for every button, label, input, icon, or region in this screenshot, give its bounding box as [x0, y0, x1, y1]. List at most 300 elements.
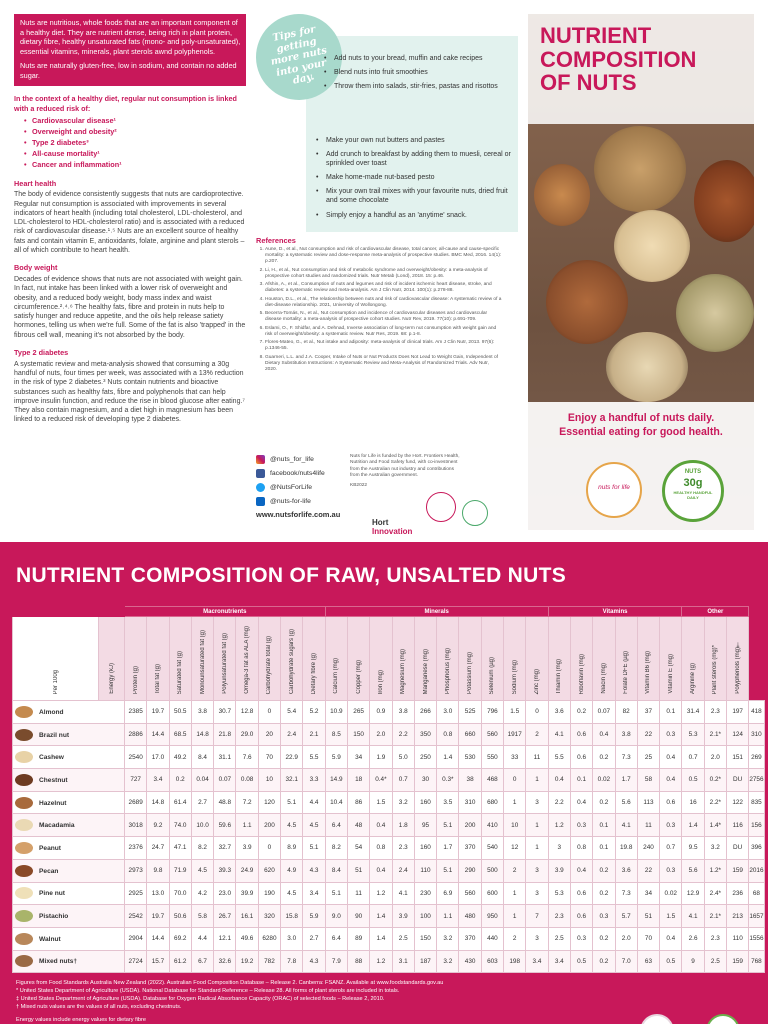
- table-cell: 3.5: [437, 791, 459, 814]
- table-cell: 4.1: [392, 882, 414, 905]
- table-cell: 50.6: [169, 905, 191, 928]
- table-cell: 38: [459, 769, 481, 792]
- table-cell: 0.6: [570, 882, 592, 905]
- instagram-link[interactable]: @nuts_for_life: [256, 454, 376, 464]
- reference-item: 1. Aune, D., et al., Nut consumption and risk of cardiovascular disease, total cancer, all-cause and cause-specific mortality: a systematic review and dose-response meta-analysis of prospective studies. BMC Med, 2016. 14(1): p.207.: [265, 247, 502, 266]
- table-cell: 4.1: [682, 905, 704, 928]
- column-header: Plant sterols (mg)*: [704, 617, 726, 701]
- table-cell: 3.4: [548, 950, 570, 973]
- table-cell: 3018: [125, 814, 147, 837]
- table-cell: 0.4: [548, 769, 570, 792]
- table-cell: 7: [526, 905, 548, 928]
- table-cell: 151: [727, 746, 749, 769]
- table-cell: 110: [414, 859, 436, 882]
- table-cell: 11: [526, 746, 548, 769]
- table-cell: 0.07: [593, 701, 615, 724]
- table-cell: 5.6: [615, 791, 637, 814]
- table-cell: 187: [414, 950, 436, 973]
- table-cell: 5.4: [281, 701, 303, 724]
- table-cell: 22.9: [281, 746, 303, 769]
- twitter-icon: [256, 483, 265, 492]
- table-cell: 4.1: [548, 723, 570, 746]
- table-cell: 0.4*: [370, 769, 392, 792]
- table-cell: 9.0: [325, 905, 347, 928]
- column-header: Magnesium (mg): [392, 617, 414, 701]
- table-cell: 61.4: [169, 791, 191, 814]
- table-cell: 0.4: [660, 746, 682, 769]
- table-cell: 122: [727, 791, 749, 814]
- column-header: Energy (kJ): [99, 617, 125, 701]
- table-row: [13, 746, 765, 769]
- table-cell: 430: [459, 950, 481, 973]
- table-cell: 1.8: [392, 814, 414, 837]
- table-cell: 370: [459, 837, 481, 860]
- table-cell: 51: [637, 905, 659, 928]
- table-cell: 4.5: [191, 859, 213, 882]
- tip-item: • Mix your own trail mixes with your favourite nuts, dried fruit and some chocolate: [316, 187, 514, 205]
- table-cell: 33: [504, 746, 526, 769]
- table-cell: 0.2: [593, 791, 615, 814]
- table-cell: 2385: [125, 701, 147, 724]
- table-cell: 3.9: [548, 859, 570, 882]
- references: [256, 236, 502, 375]
- nutrient-table: [12, 606, 765, 973]
- table-cell: 12.1: [214, 927, 236, 950]
- table-cell: 2.0: [370, 723, 392, 746]
- table-cell: 0.2: [593, 927, 615, 950]
- risk-item: • Cancer and inflammation¹: [24, 160, 246, 171]
- table-cell: 550: [481, 746, 503, 769]
- pecan-bowl: [694, 160, 754, 242]
- table-cell: 32.6: [214, 950, 236, 973]
- table-cell: 21.8: [214, 723, 236, 746]
- table-cell: 3.3: [303, 769, 325, 792]
- healthy-handful-seal-bottom: [706, 1014, 740, 1024]
- table-cell: 0.2: [570, 701, 592, 724]
- table-cell: 0.8: [370, 837, 392, 860]
- table-cell: 2.1*: [704, 723, 726, 746]
- table-cell: 0.3: [660, 723, 682, 746]
- table-cell: 5.1: [281, 791, 303, 814]
- table-cell: 6.7: [191, 950, 213, 973]
- table-cell: 5.1: [303, 837, 325, 860]
- table-cell: 560: [481, 723, 503, 746]
- table-cell: 0: [504, 769, 526, 792]
- table-cell: 1.5: [660, 905, 682, 928]
- nut-name-cell: Chestnut: [13, 769, 125, 792]
- table-cell: 530: [459, 746, 481, 769]
- table-cell: 14.9: [325, 769, 347, 792]
- column-header: Manganese (mg): [414, 617, 436, 701]
- table-cell: 1556: [749, 927, 764, 950]
- per-100g-label: Per 100g: [13, 617, 99, 701]
- table-cell: 70.0: [169, 882, 191, 905]
- table-cell: 10.0: [191, 814, 213, 837]
- table-cell: 200: [459, 814, 481, 837]
- table-cell: 54: [347, 837, 369, 860]
- table-cell: 5.6: [682, 859, 704, 882]
- table-cell: 2.2*: [704, 791, 726, 814]
- hazelnut-bowl: [546, 260, 628, 344]
- table-cell: 13.0: [147, 882, 169, 905]
- table-cell: 768: [749, 950, 764, 973]
- table-row: [13, 791, 765, 814]
- table-cell: 10.9: [325, 701, 347, 724]
- table-cell: 4.5: [281, 814, 303, 837]
- table-cell: 4.3: [303, 859, 325, 882]
- table-cell: 50.5: [169, 701, 191, 724]
- column-header: Arginine (g): [682, 617, 704, 701]
- table-cell: 2973: [125, 859, 147, 882]
- table-cell: 0.1: [593, 837, 615, 860]
- brazil-bowl: [606, 332, 688, 402]
- table-cell: 4.3: [303, 950, 325, 973]
- table-cell: 9.8: [147, 859, 169, 882]
- table-cell: 31.1: [214, 746, 236, 769]
- hort-innovation-logo: Hort Innovation: [372, 518, 413, 536]
- table-cell: 4.2: [191, 882, 213, 905]
- table-cell: 49.6: [236, 927, 258, 950]
- table-cell: 49.2: [169, 746, 191, 769]
- column-header: Copper (mg): [347, 617, 369, 701]
- table-cell: 59.6: [214, 814, 236, 837]
- tips-bubble-text: Tips for getting more nuts into your day.: [269, 24, 329, 87]
- table-cell: DU: [727, 837, 749, 860]
- table-cell: 124: [727, 723, 749, 746]
- table-cell: 310: [459, 791, 481, 814]
- hero-panel: [528, 14, 754, 530]
- table-cell: 5.0: [392, 746, 414, 769]
- table-cell: 2.4: [392, 859, 414, 882]
- funding-note: Nuts for Life is funded by the Hort. Frontiers Health, Nutrition and Food Safety fund, with co-investment from the Australian nut industry and contributions from the Australian government. KB2022: [350, 454, 460, 488]
- nut-name-cell: Almond: [13, 701, 125, 724]
- hero-title: NUTRIENT COMPOSITION OF NUTS: [528, 14, 754, 124]
- table-cell: 0: [526, 701, 548, 724]
- table-row: [13, 882, 765, 905]
- table-cell: 2.7: [303, 927, 325, 950]
- nut-name-cell: Pecan: [13, 859, 125, 882]
- cashew-bowl: [614, 210, 690, 282]
- table-cell: 603: [481, 950, 503, 973]
- table-cell: 10.4: [325, 791, 347, 814]
- website-link[interactable]: www.nutsforlife.com.au: [256, 510, 341, 519]
- column-header: Vitamin E (mg): [660, 617, 682, 701]
- table-cell: 11: [347, 882, 369, 905]
- nuts-for-life-logo: nuts for life: [586, 462, 642, 518]
- table-cell: 796: [481, 701, 503, 724]
- table-cell: 5.1: [325, 882, 347, 905]
- column-header: Phosphorus (mg): [437, 617, 459, 701]
- tip-item: • Simply enjoy a handful as an 'anytime' snack.: [316, 211, 514, 220]
- footnote-energy: Energy values include energy values for dietary fibre: [16, 1017, 146, 1023]
- table-cell: 47.1: [169, 837, 191, 860]
- table-cell: 10: [504, 814, 526, 837]
- table-cell: 230: [414, 882, 436, 905]
- table-cell: 37: [637, 701, 659, 724]
- table-cell: 3: [526, 791, 548, 814]
- tip-item: • Blend nuts into fruit smoothies: [324, 68, 514, 77]
- table-cell: 0.4: [370, 859, 392, 882]
- reference-item: 7. Flores-Mateo, G., et al., Nut intake and adiposity: meta-analysis of clinical trials. Am J Clin Nutr, 2013. 97(6): p.1346-55.: [265, 340, 502, 352]
- table-row: [13, 950, 765, 973]
- table-cell: 39.9: [236, 882, 258, 905]
- footnote: ‡ United States Department of Agriculture (USDA). Database for Oxygen Radical Absorbance Capacity (ORAC) of selected foods – Release 2, 2010.: [16, 996, 385, 1003]
- walnut-bowl: [594, 126, 686, 212]
- table-cell: 12.9: [682, 882, 704, 905]
- table-cell: 160: [414, 791, 436, 814]
- table-cell: 950: [481, 905, 503, 928]
- table-cell: 48: [347, 814, 369, 837]
- healthy-handful-badge: NUTS 30g HEALTHY HANDFUL DAILY: [662, 460, 724, 522]
- heart-health-heading: Heart health: [14, 178, 57, 188]
- table-cell: 5.3: [548, 882, 570, 905]
- table-cell: 3.6: [548, 701, 570, 724]
- table-cell: 1: [504, 791, 526, 814]
- references-heading: References: [256, 236, 296, 245]
- column-header: Carbohydrate sugars (g): [281, 617, 303, 701]
- table-cell: 89: [347, 927, 369, 950]
- table-cell: 19.8: [615, 837, 637, 860]
- table-cell: 82: [615, 701, 637, 724]
- nut-icon: [15, 729, 33, 741]
- table-cell: 61.2: [169, 950, 191, 973]
- table-cell: 63: [637, 950, 659, 973]
- table-cell: 2.2: [392, 723, 414, 746]
- table-cell: 660: [459, 723, 481, 746]
- table-cell: 440: [481, 927, 503, 950]
- table-cell: 12: [504, 837, 526, 860]
- table-cell: 3.4: [526, 950, 548, 973]
- table-cell: 24.9: [236, 859, 258, 882]
- reference-item: 8. Guarneri, L.L. and J.A. Cooper, Intake of Nuts or Nut Products Does Not Lead to Weight Gain, Independent of Dietary Substitution Instructions: A Systematic Review and Meta-Analysis of Randomized Trials. Adv Nutr, 2020.: [265, 355, 502, 374]
- table-cell: 2.3: [704, 701, 726, 724]
- group-minerals: Minerals: [325, 607, 548, 617]
- table-cell: 3.2: [437, 927, 459, 950]
- intro-paragraph-1: Nuts are nutritious, whole foods that are an important component of a healthy diet. They are nutrient dense, being rich in plant protein, dietary fibre, healthy unsaturated fats (mono- and poly-unsaturated), essential vitamins, minerals, plant sterols awnd polyphenols.: [20, 18, 241, 57]
- risk-list: [24, 116, 246, 171]
- table-cell: 266: [414, 701, 436, 724]
- table-cell: 2540: [125, 746, 147, 769]
- table-cell: 680: [481, 791, 503, 814]
- table-cell: 95: [414, 814, 436, 837]
- linkedin-link[interactable]: @nuts-for-life: [256, 496, 376, 506]
- table-cell: 9: [682, 950, 704, 973]
- table-cell: 1.4: [682, 814, 704, 837]
- column-header: Saturated fat (g): [169, 617, 191, 701]
- table-row: [13, 701, 765, 724]
- table-cell: 156: [749, 814, 764, 837]
- healthy-handful-seal: [462, 500, 488, 526]
- nut-icon: [15, 910, 33, 922]
- table-cell: 0.4: [570, 859, 592, 882]
- table-cell: 0.5: [682, 769, 704, 792]
- table-cell: 24.7: [147, 837, 169, 860]
- table-cell: 16: [682, 791, 704, 814]
- table-cell: 3.6: [615, 859, 637, 882]
- table-cell: 0.1: [660, 701, 682, 724]
- table-cell: 8.2: [325, 837, 347, 860]
- table-cell: 2: [526, 723, 548, 746]
- table-cell: 116: [727, 814, 749, 837]
- table-cell: 0.6: [570, 905, 592, 928]
- nuts-for-life-seal: [426, 492, 456, 522]
- table-cell: 17.0: [147, 746, 169, 769]
- reference-item: 2. Li, H., et al., Nut consumption and risk of metabolic syndrome and overweight/obesity: a meta-analysis of prospective cohort studies and randomized trials. Nutr Metab (Lond), 2018. 15: p.46.: [265, 268, 502, 280]
- table-cell: 5.3: [682, 723, 704, 746]
- diabetes-text: A systematic review and meta-analysis showed that consuming a 30g handful of nuts, four times per week, was associated with a 13% reduction in the risk of type 2 diabetes.³ Nuts contain nutrients and bioactive substances such as healthy fats, fibre and polyphenols that can help improve insulin function, and reduce the rise in blood glucose after eating.⁷ They also contain magnesium, and a diet high in magnesium has been linked to a reduced risk of developing type 2 diabetes.: [14, 360, 245, 424]
- table-cell: 2724: [125, 950, 147, 973]
- table-cell: 16.1: [236, 905, 258, 928]
- table-cell: 14.8: [191, 723, 213, 746]
- table-cell: 2376: [125, 837, 147, 860]
- table-cell: 3.2: [704, 837, 726, 860]
- table-cell: 310: [749, 723, 764, 746]
- table-cell: 0.1: [570, 769, 592, 792]
- table-cell: 4.5: [303, 814, 325, 837]
- table-cell: 2: [504, 859, 526, 882]
- table-cell: 2.0: [704, 746, 726, 769]
- table-cell: 2925: [125, 882, 147, 905]
- column-header: Vitamin B6 (mg): [637, 617, 659, 701]
- table-cell: 250: [414, 746, 436, 769]
- table-cell: 160: [414, 837, 436, 860]
- nut-name-cell: Hazelnut: [13, 791, 125, 814]
- table-cell: 159: [727, 950, 749, 973]
- table-cell: 2.3: [704, 927, 726, 950]
- tips-list-b: [316, 136, 514, 225]
- nut-icon: [15, 774, 33, 786]
- table-cell: 110: [727, 927, 749, 950]
- table-cell: 71.9: [169, 859, 191, 882]
- table-cell: 2.6: [682, 927, 704, 950]
- table-cell: 4.5: [281, 882, 303, 905]
- table-cell: 0.4: [593, 723, 615, 746]
- table-cell: 727: [125, 769, 147, 792]
- table-cell: 480: [459, 905, 481, 928]
- table-cell: 197: [727, 701, 749, 724]
- group-other: Other: [682, 607, 749, 617]
- table-cell: 0.7: [660, 837, 682, 860]
- table-cell: 31.4: [682, 701, 704, 724]
- table-cell: 70: [637, 927, 659, 950]
- twitter-link[interactable]: @NutsForLife: [256, 482, 376, 492]
- table-cell: 500: [481, 859, 503, 882]
- table-cell: 236: [727, 882, 749, 905]
- nut-icon: [15, 933, 33, 945]
- table-cell: 0.4: [660, 769, 682, 792]
- table-cell: 30: [414, 769, 436, 792]
- table-cell: 2689: [125, 791, 147, 814]
- table-cell: 0.02: [593, 769, 615, 792]
- body-weight-text: Decades of evidence shows that nuts are not associated with weight gain. In fact, nut intake has been linked with a lower risk of overweight and obesity, and a reduced body weight, body mass index and waist circumference.²˒⁴˒⁶ The healthy fats, fibre and protein in nuts help to satisfy hunger and reduce appetite, and the oils help release satiety hormones, telling us when we're full. Some of the fat is also 'trapped' in the fibrous cell wall, meaning it's not absorbed by the body.: [14, 275, 246, 339]
- column-header: Riboflavin (mg): [570, 617, 592, 701]
- table-cell: 0.4: [660, 927, 682, 950]
- table-cell: 6280: [258, 927, 280, 950]
- table-cell: 782: [258, 950, 280, 973]
- nut-name-cell: Mixed nuts†: [13, 950, 125, 973]
- nut-icon: [15, 797, 33, 809]
- table-row: [13, 814, 765, 837]
- table-row: [13, 837, 765, 860]
- table-cell: 14.8: [147, 791, 169, 814]
- table-cell: 2.5: [392, 927, 414, 950]
- table-cell: 290: [459, 859, 481, 882]
- table-cell: 198: [504, 950, 526, 973]
- column-header: Monounsaturated fat (g): [191, 617, 213, 701]
- table-cell: 320: [258, 905, 280, 928]
- table-row: [13, 723, 765, 746]
- table-cell: 2.5: [704, 950, 726, 973]
- table-cell: 3.8: [392, 701, 414, 724]
- table-cell: 0.3: [570, 927, 592, 950]
- table-cell: 69.2: [169, 927, 191, 950]
- tip-item: • Make home-made nut-based pesto: [316, 173, 514, 182]
- table-cell: 150: [347, 723, 369, 746]
- column-header: Calcium (mg): [325, 617, 347, 701]
- table-cell: 1.4: [370, 905, 392, 928]
- table-cell: 32.7: [214, 837, 236, 860]
- table-cell: 7.3: [615, 882, 637, 905]
- table-cell: 1.4*: [704, 814, 726, 837]
- table-cell: 0.8: [570, 837, 592, 860]
- table-cell: 1: [504, 905, 526, 928]
- table-cell: 5.8: [191, 905, 213, 928]
- column-header: Thiamin (mg): [548, 617, 570, 701]
- table-cell: 0: [258, 837, 280, 860]
- table-cell: 58: [637, 769, 659, 792]
- column-header: Zinc (mg): [526, 617, 548, 701]
- nut-name-cell: Cashew: [13, 746, 125, 769]
- table-cell: 1.7: [437, 837, 459, 860]
- table-cell: 3.4: [147, 769, 169, 792]
- table-cell: 2.3: [548, 905, 570, 928]
- table-cell: 9.5: [682, 837, 704, 860]
- table-row: [13, 769, 765, 792]
- table-cell: 3.8: [191, 701, 213, 724]
- table-cell: 200: [258, 814, 280, 837]
- table-cell: 410: [481, 814, 503, 837]
- risk-item: • All-cause mortality¹: [24, 149, 246, 160]
- table-cell: 32.1: [281, 769, 303, 792]
- nut-icon: [15, 751, 33, 763]
- table-cell: 8.5: [325, 723, 347, 746]
- table-cell: 2.3: [392, 837, 414, 860]
- tips-list-a: [324, 54, 514, 96]
- nut-name-cell: Peanut: [13, 837, 125, 860]
- nut-name-cell: Walnut: [13, 927, 125, 950]
- table-row: [13, 859, 765, 882]
- nut-icon: [15, 706, 33, 718]
- table-cell: 30.7: [214, 701, 236, 724]
- table-cell: 0.7: [392, 769, 414, 792]
- table-cell: 3.4: [303, 882, 325, 905]
- table-cell: 560: [459, 882, 481, 905]
- table-cell: 7.8: [281, 950, 303, 973]
- table-cell: 10: [258, 769, 280, 792]
- table-cell: 0.3: [660, 814, 682, 837]
- facebook-link[interactable]: facebook/nuts4life: [256, 468, 376, 478]
- table-cell: 3: [526, 882, 548, 905]
- table-cell: 19.7: [147, 905, 169, 928]
- table-cell: 0.07: [214, 769, 236, 792]
- table-row: [13, 905, 765, 928]
- table-cell: 74.0: [169, 814, 191, 837]
- table-cell: 5.1: [437, 859, 459, 882]
- table-cell: 0.4: [370, 814, 392, 837]
- table-body: [13, 701, 765, 973]
- reference-item: 6. Eslami, O., F. Shidfar, and A. Dehnad, Inverse association of long-term nut consumption with weight gain and risk of overweight/obesity: a systematic review. Nutr Res, 2019. 68: p.1-8.: [265, 326, 502, 338]
- table-cell: 8.4: [191, 746, 213, 769]
